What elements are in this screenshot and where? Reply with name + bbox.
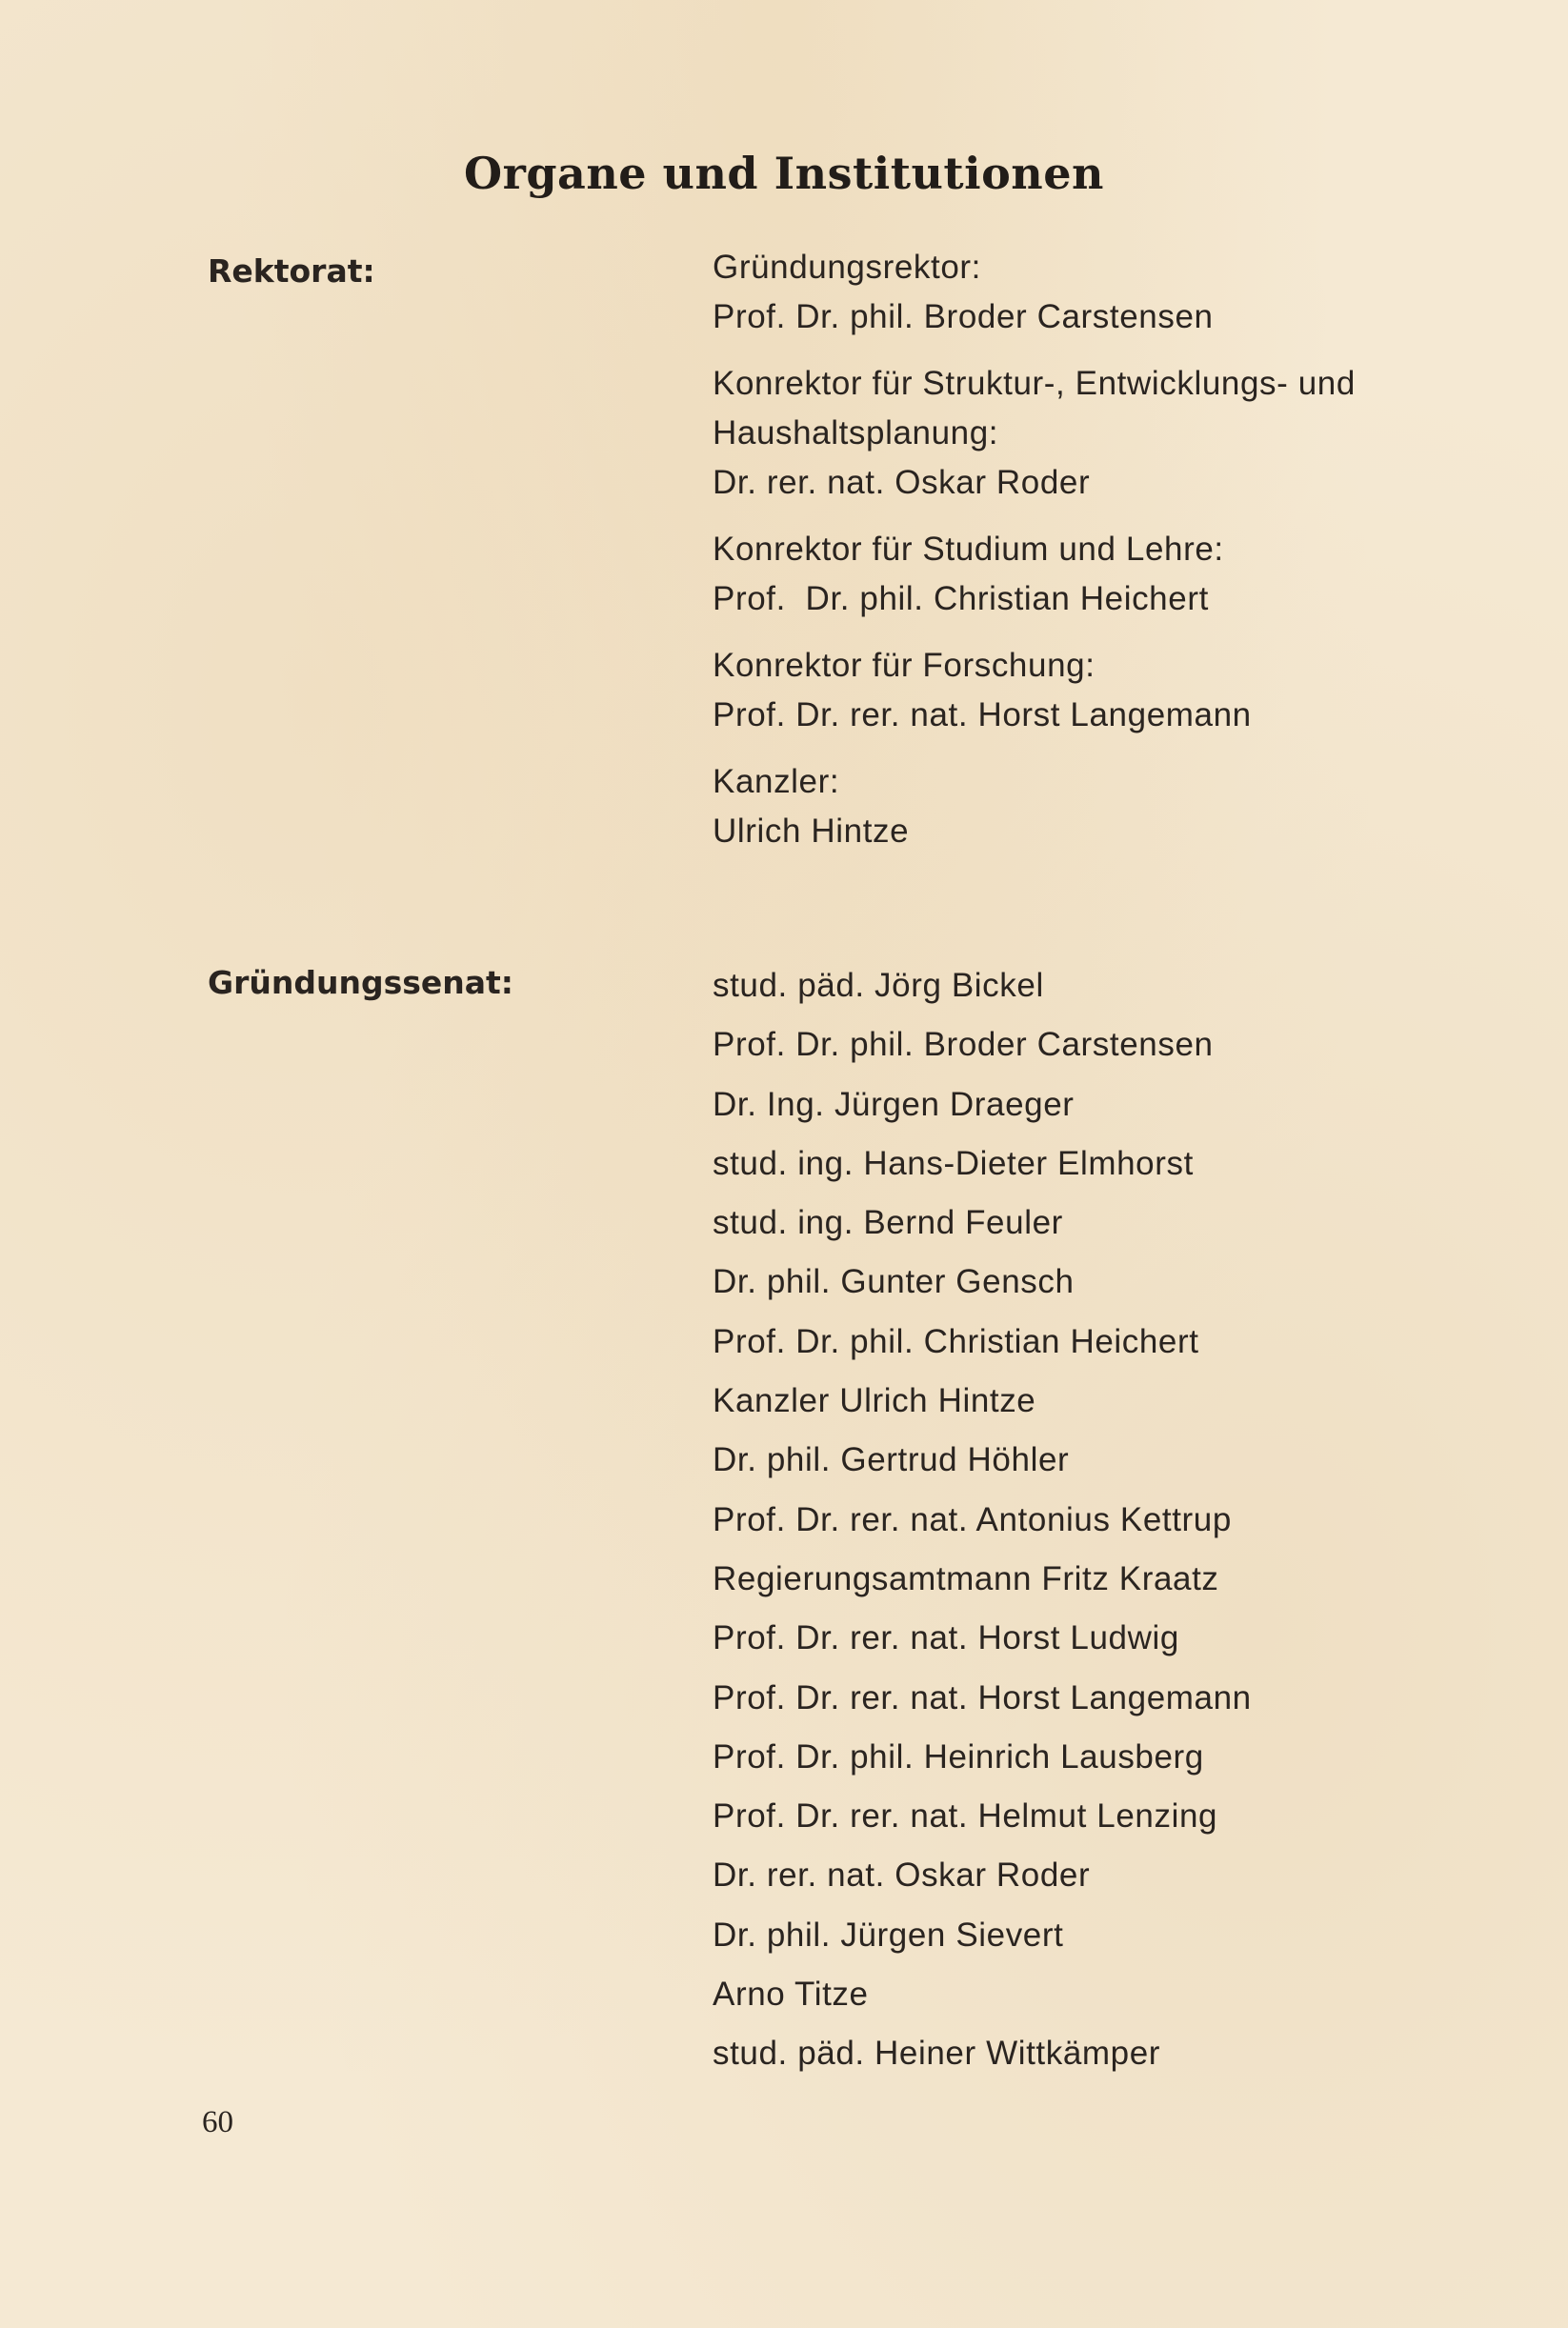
role-title-continued: Haushaltsplanung: <box>713 414 999 452</box>
section-label-rektorat: Rektorat: <box>208 252 375 290</box>
list-item: stud. päd. Jörg Bickel <box>713 967 1044 1004</box>
role-title: Konrektor für Studium und Lehre: <box>713 531 1224 568</box>
list-item: Dr. phil. Gertrud Höhler <box>713 1441 1070 1479</box>
list-item: Prof. Dr. phil. Christian Heichert <box>713 1322 1199 1360</box>
list-item: Dr. rer. nat. Oskar Roder <box>713 1856 1091 1895</box>
role-title: Kanzler: <box>713 763 840 800</box>
page-title: Organe und Institutionen <box>464 148 1104 199</box>
list-item: Prof. Dr. rer. nat. Antonius Kettrup <box>713 1500 1232 1538</box>
senat-member-list <box>713 956 1494 2084</box>
section-label-gruendungssenat: Gründungssenat: <box>208 964 513 1001</box>
person-name: Prof. Dr. phil. Christian Heichert <box>713 580 1209 617</box>
list-item: Arno Titze <box>713 1976 869 2014</box>
list-item: Prof. Dr. rer. nat. Helmut Lenzing <box>713 1797 1218 1836</box>
list-item: Prof. Dr. rer. nat. Horst Ludwig <box>713 1619 1179 1657</box>
rektorat-entry <box>713 359 1494 508</box>
list-item: Prof. Dr. rer. nat. Horst Langemann <box>713 1678 1252 1716</box>
person-name: Ulrich Hintze <box>713 813 910 850</box>
role-title: Gründungsrektor: <box>713 249 981 286</box>
rektorat-entry <box>713 525 1494 624</box>
rektorat-entry <box>713 641 1494 740</box>
person-name: Prof. Dr. phil. Broder Carstensen <box>713 298 1214 335</box>
list-item: Dr. Ing. Jürgen Draeger <box>713 1085 1075 1123</box>
list-item: Prof. Dr. phil. Broder Carstensen <box>713 1026 1214 1064</box>
rektorat-entry <box>713 243 1494 342</box>
list-item: Kanzler Ulrich Hintze <box>713 1382 1036 1420</box>
page-number: 60 <box>202 2105 233 2139</box>
rektorat-entry <box>713 757 1494 856</box>
rektorat-list <box>713 243 1494 873</box>
list-item: Regierungsamtmann Fritz Kraatz <box>713 1559 1219 1597</box>
list-item: Dr. phil. Jürgen Sievert <box>713 1916 1064 1954</box>
list-item: stud. ing. Bernd Feuler <box>713 1204 1063 1242</box>
person-name: Dr. rer. nat. Oskar Roder <box>713 464 1091 501</box>
list-item: stud. ing. Hans-Dieter Elmhorst <box>713 1144 1194 1182</box>
role-title: Konrektor für Struktur-, Entwicklungs- und <box>713 365 1356 402</box>
person-name: Prof. Dr. rer. nat. Horst Langemann <box>713 696 1252 733</box>
list-item: Prof. Dr. phil. Heinrich Lausberg <box>713 1737 1204 1776</box>
role-title: Konrektor für Forschung: <box>713 647 1096 684</box>
list-item: stud. päd. Heiner Wittkämper <box>713 2035 1161 2073</box>
list-item: Dr. phil. Gunter Gensch <box>713 1263 1075 1301</box>
